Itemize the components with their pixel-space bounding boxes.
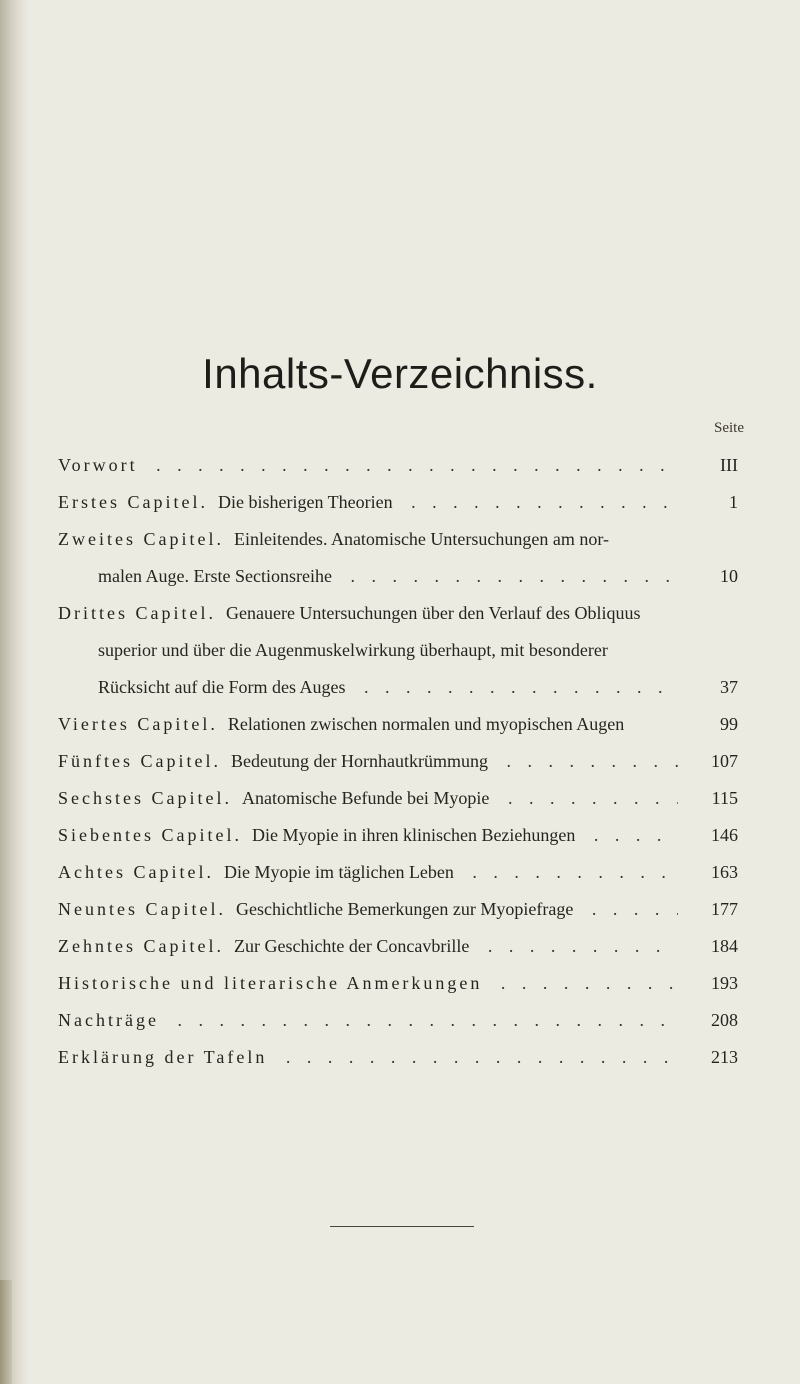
book-spine-edge — [0, 1280, 12, 1384]
entry-description: Einleitendes. Anatomische Untersuchungen am nor- — [233, 529, 610, 549]
toc-entry-chapter-9[interactable] — [58, 892, 738, 929]
entry-title: Achtes Capitel. — [58, 862, 214, 882]
entry-page-number: III — [720, 455, 738, 475]
entry-page-number: 115 — [711, 788, 738, 808]
toc-entry-chapter-8[interactable] — [58, 855, 738, 892]
entry-title: Neuntes Capitel. — [58, 899, 226, 919]
entry-description: Anatomische Befunde bei Myopie — [241, 788, 490, 808]
toc-entry-chapter-1[interactable] — [58, 485, 738, 522]
leader-dots — [490, 973, 678, 993]
entry-title: Siebentes Capitel. — [58, 825, 242, 845]
entry-title: Historische und literarische Anmerkungen — [58, 973, 483, 993]
entry-page-number: 193 — [711, 973, 738, 993]
toc-entry-tafeln[interactable] — [58, 1040, 738, 1077]
entry-title: Drittes Capitel. — [58, 603, 216, 623]
entry-page-number: 163 — [711, 862, 738, 882]
entry-title: Nachträge — [58, 1010, 159, 1030]
toc-entry-nachtraege[interactable] — [58, 1003, 738, 1040]
entry-description: Geschichtliche Bemerkungen zur Myopiefrage — [235, 899, 574, 919]
toc-entry-chapter-3[interactable] — [58, 596, 738, 633]
leader-dots — [353, 677, 678, 697]
toc-entry-chapter-7[interactable] — [58, 818, 738, 855]
entry-description-continued: Rücksicht auf die Form des Auges — [98, 677, 346, 697]
entry-page-number: 208 — [711, 1010, 738, 1030]
entry-title: Erstes Capitel. — [58, 492, 208, 512]
table-of-contents — [58, 448, 738, 1077]
entry-page-number: 177 — [711, 899, 738, 919]
leader-dots — [340, 566, 678, 586]
leader-dots — [497, 788, 678, 808]
entry-description: Zur Geschichte der Concavbrille — [233, 936, 470, 956]
entry-page-number: 1 — [729, 492, 738, 512]
closing-rule — [330, 1226, 474, 1227]
entry-description: Die Myopie im täglichen Leben — [223, 862, 454, 882]
entry-description: Die bisherigen Theorien — [217, 492, 393, 512]
leader-dots — [583, 825, 678, 845]
leader-dots — [462, 862, 678, 882]
entry-description: Bedeutung der Hornhautkrümmung — [231, 751, 488, 771]
leader-dots — [146, 455, 678, 475]
toc-entry-chapter-3-cont-1[interactable] — [58, 633, 738, 670]
entry-page-number: 213 — [711, 1047, 738, 1067]
toc-entry-vorwort[interactable] — [58, 448, 738, 485]
leader-dots — [496, 751, 678, 771]
entry-description-continued: malen Auge. Erste Sectionsreihe — [98, 566, 332, 586]
book-spine-shadow — [0, 0, 30, 1384]
entry-title: Fünftes Capitel. — [58, 751, 221, 771]
toc-entry-chapter-6[interactable] — [58, 781, 738, 818]
leader-dots — [275, 1047, 678, 1067]
entry-page-number: 184 — [711, 936, 738, 956]
leader-dots — [401, 492, 678, 512]
entry-page-number: 99 — [720, 714, 738, 734]
entry-page-number: 146 — [711, 825, 738, 845]
entry-title: Erklärung der Tafeln — [58, 1047, 268, 1067]
toc-entry-chapter-2[interactable] — [58, 522, 738, 559]
page-title: Inhalts-Verzeichniss. — [202, 350, 598, 397]
entry-page-number: 107 — [711, 751, 738, 771]
entry-title: Sechstes Capitel. — [58, 788, 232, 808]
leader-dots — [477, 936, 678, 956]
entry-description: Die Myopie in ihren klinischen Beziehungen — [251, 825, 576, 845]
toc-entry-chapter-4[interactable] — [58, 707, 738, 744]
toc-entry-chapter-5[interactable] — [58, 744, 738, 781]
leader-dots — [167, 1010, 678, 1030]
toc-entry-chapter-2-cont[interactable] — [58, 559, 738, 596]
toc-entry-chapter-3-cont-2[interactable] — [58, 670, 738, 707]
page-column-label: Seite — [714, 420, 744, 436]
entry-description: Relationen zwischen normalen und myopischen Augen — [227, 714, 625, 734]
entry-title: Viertes Capitel. — [58, 714, 218, 734]
toc-entry-chapter-10[interactable] — [58, 929, 738, 966]
entry-title: Zehntes Capitel. — [58, 936, 224, 956]
entry-title: Vorwort — [58, 455, 138, 475]
entry-page-number: 10 — [720, 566, 738, 586]
entry-page-number: 37 — [720, 677, 738, 697]
leader-dots — [581, 899, 678, 919]
entry-title: Zweites Capitel. — [58, 529, 224, 549]
entry-description-continued: superior und über die Augenmuskelwirkung überhaupt, mit besonderer — [98, 640, 608, 660]
entry-description: Genauere Untersuchungen über den Verlauf des Obliquus — [225, 603, 641, 623]
toc-entry-anmerkungen[interactable] — [58, 966, 738, 1003]
